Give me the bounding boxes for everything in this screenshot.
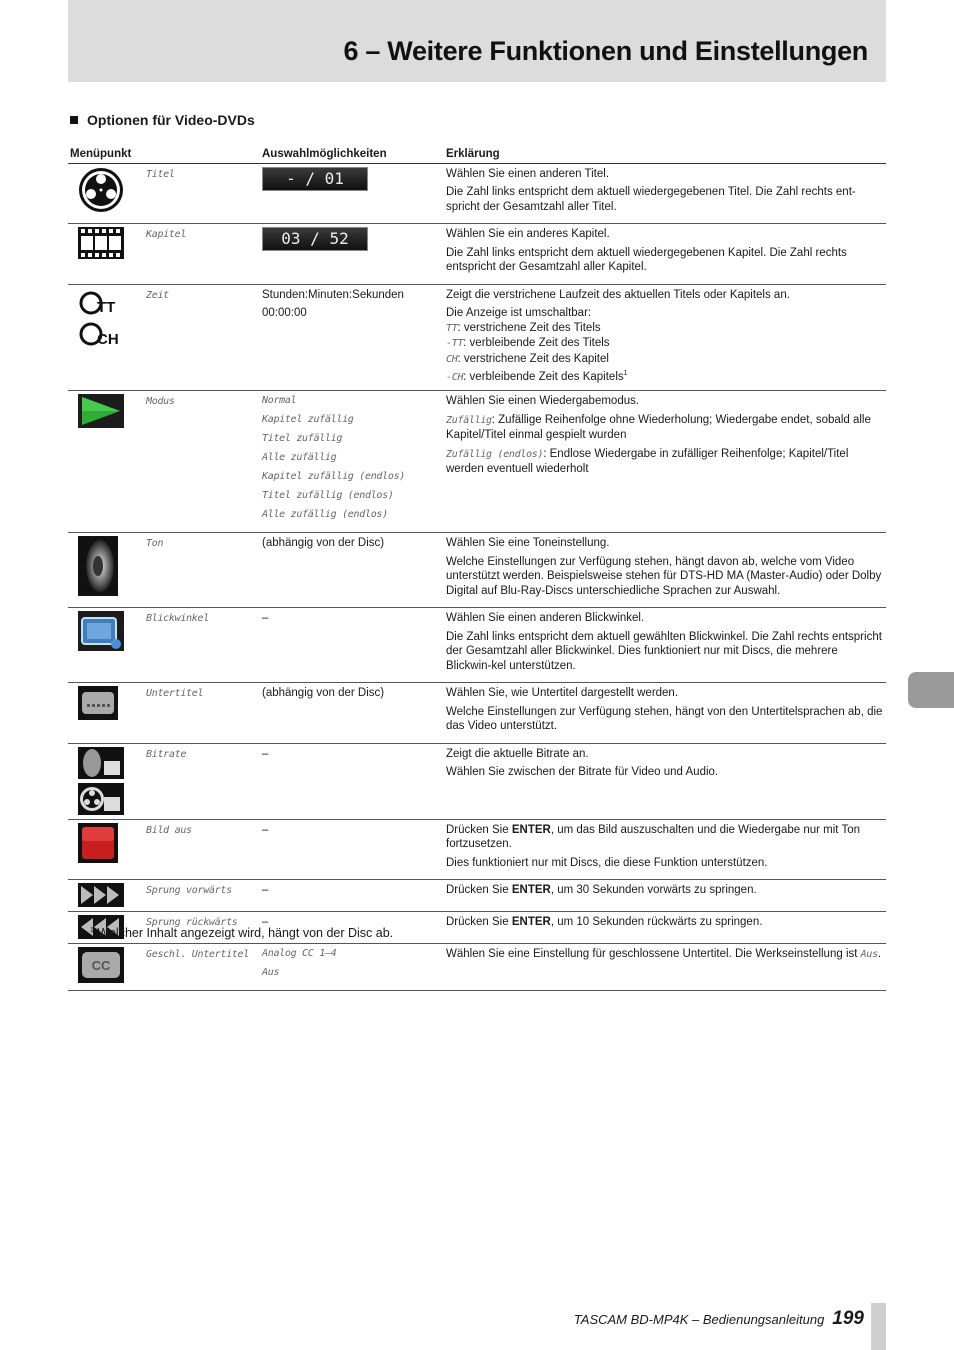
footer-text: TASCAM BD-MP4K – Bedienungsanleitung [573, 1312, 825, 1327]
page-footer [574, 1308, 864, 1330]
option-cell [260, 284, 444, 391]
col-header-menu: Menüpunkt [68, 146, 260, 163]
explanation-text: Die Zahl links entspricht dem aktuell wiedergegebenen Titel. Die Zahl rechts ent-spricht der Gesamtzahl aller Titel. [446, 186, 856, 213]
explanation-cell [444, 224, 886, 285]
explanation-cell [444, 608, 886, 683]
option-text: Kapitel zufällig (endlos) [262, 471, 406, 483]
table-header-row [68, 146, 886, 163]
time-mode-line: CH: verstrichene Zeit des Kapitel [446, 352, 609, 365]
option-cell: – [260, 880, 444, 912]
time-mode-line: TT: verstrichene Zeit des Titels [446, 321, 601, 334]
table-row [68, 224, 886, 285]
footnote-number: 1 [90, 926, 94, 934]
film-strip-icon [68, 224, 144, 285]
table-row [68, 819, 886, 880]
explanation-text: Die Anzeige ist umschaltbar: [446, 307, 592, 319]
explanation-cell [444, 743, 886, 819]
explanation-text: Wählen Sie einen Wiedergabemodus. [446, 395, 640, 408]
explanation-text: Wählen Sie einen anderen Blickwinkel. [446, 612, 645, 625]
option-cell [260, 163, 444, 224]
menu-label: Untertitel [144, 683, 260, 744]
footer-bar [871, 1303, 886, 1350]
page-header [68, 0, 886, 82]
option-text: Alle zufällig (endlos) [262, 509, 388, 521]
explanation-text: Wählen Sie zwischen der Bitrate für Video und Audio. [446, 766, 719, 779]
menu-label: Titel [144, 163, 260, 224]
clock-icon [68, 284, 144, 391]
table-row [68, 533, 886, 608]
menu-label: Ton [144, 533, 260, 608]
explanation-text: Drücken Sie ENTER, um 30 Sekunden vorwärts zu springen. [446, 884, 757, 897]
col-header-explanation: Erklärung [444, 146, 886, 163]
menu-label: Blickwinkel [144, 608, 260, 683]
option-cell: (abhängig von der Disc) [260, 683, 444, 744]
menu-label: Geschl. Untertitel [144, 944, 260, 991]
options-table [68, 146, 886, 991]
page-title: 6 – Weitere Funktionen und Einstellungen [343, 36, 868, 66]
stop-icon [68, 819, 144, 880]
option-text: Titel zufällig (endlos) [262, 490, 394, 502]
chapter-display: 03 / 52 [262, 227, 368, 251]
title-display: - / 01 [262, 167, 368, 191]
table-row [68, 163, 886, 224]
option-text: Stunden:Minuten:Sekunden [262, 288, 404, 301]
explanation-text: Zufällig: Zufällige Reihenfolge ohne Wiederholung; Wiedergabe endet, sobald alle Kapitel/Titel einmal gespielt wurden [446, 413, 871, 442]
explanation-cell [444, 944, 886, 991]
svg-text:TT: TT [97, 298, 116, 316]
option-cell [260, 944, 444, 991]
menu-label: Sprung rückwärts [144, 912, 260, 944]
menu-label: Modus [144, 391, 260, 533]
explanation-text: Die Zahl links entspricht dem aktuell gewählten Blickwinkel. Die Zahl rechts entspricht der Gesamtzahl aller Blickwinkel. Dies funktioniert nur mit Discs, die mehrere Blickwin-kel unterstützen. [446, 630, 882, 672]
svg-text:CC: CC [91, 958, 111, 974]
film-reel-icon [68, 163, 144, 224]
explanation-cell [444, 163, 886, 224]
camera-angle-icon [68, 608, 144, 683]
option-cell [260, 391, 444, 533]
explanation-cell [444, 912, 886, 944]
page-number: 199 [832, 1308, 864, 1329]
table-row [68, 391, 886, 533]
option-text: Normal [262, 395, 297, 407]
footnote-mark: 1 [623, 370, 628, 377]
option-cell: – [260, 819, 444, 880]
option-cell: – [260, 912, 444, 944]
footnote-text: Welcher Inhalt angezeigt wird, hängt von der Disc ab. [97, 926, 394, 940]
svg-text:CH: CH [97, 330, 119, 348]
option-text: 00:00:00 [262, 307, 307, 319]
chapter-tab [908, 672, 954, 708]
explanation-cell [444, 880, 886, 912]
explanation-text: Drücken Sie ENTER, um 10 Sekunden rückwärts zu springen. [446, 916, 763, 929]
explanation-text: Die Zahl links entspricht dem aktuell wiedergegebenen Kapitel. Die Zahl rechts entspricht der Gesamtzahl aller Kapitel. [446, 246, 847, 273]
explanation-cell [444, 284, 886, 391]
explanation-text: Wählen Sie, wie Untertitel dargestellt werden. [446, 687, 679, 700]
explanation-cell [444, 683, 886, 744]
explanation-cell [444, 819, 886, 880]
explanation-text: Dies funktioniert nur mit Discs, die diese Funktion unterstützen. [446, 856, 768, 869]
option-cell [260, 224, 444, 285]
explanation-text: Welche Einstellungen zur Verfügung stehen, hängt von den Untertitelsprachen ab, die das Video unterstützt. [446, 705, 883, 733]
explanation-cell [444, 391, 886, 533]
table-row [68, 944, 886, 991]
option-cell: – [260, 608, 444, 683]
menu-label: Bitrate [144, 743, 260, 819]
table-row [68, 683, 886, 744]
table-row [68, 743, 886, 819]
subtitle-icon [68, 683, 144, 744]
table-row [68, 880, 886, 912]
table-row [68, 284, 886, 391]
option-cell: (abhängig von der Disc) [260, 533, 444, 608]
explanation-text: Wählen Sie eine Einstellung für geschlossene Untertitel. Die Werkseinstellung ist Aus. [446, 948, 882, 961]
explanation-text: Zufällig (endlos): Endlose Wiedergabe in zufälliger Reihenfolge; Kapitel/Titel werden eventuell wiederholt [446, 447, 849, 476]
explanation-text: Wählen Sie eine Toneinstellung. [446, 537, 610, 550]
explanation-text: Welche Einstellungen zur Verfügung stehen, hängt davon ab, welche vom Video unterstützt werden. Beispielsweise stehen für DTS-HD MA (Master-Audio) oder Dolby Digital auf Blu-Ray-Discs unterschiedliche Sprachen zur Auswahl. [446, 555, 882, 597]
time-mode-line: -CH: verbleibende Zeit des Kapitels$^1$ [446, 370, 628, 383]
option-text: Analog CC 1–4 [262, 948, 337, 960]
explanation-text: Zeigt die verstrichene Laufzeit des aktuellen Titels oder Kapitels an. [446, 288, 790, 301]
menu-label: Sprung vorwärts [144, 880, 260, 912]
menu-label: Zeit [144, 284, 260, 391]
skip-forward-icon [68, 880, 144, 912]
option-cell: – [260, 743, 444, 819]
bitrate-icon [68, 743, 144, 819]
option-text: Alle zufällig [262, 452, 337, 464]
time-mode-line: -TT: verbleibende Zeit des Titels [446, 337, 610, 349]
option-text: Aus [262, 967, 280, 979]
menu-label: Kapitel [144, 224, 260, 285]
cc-icon [68, 944, 144, 991]
table-row [68, 608, 886, 683]
explanation-text: Drücken Sie ENTER, um das Bild auszuschalten und die Wiedergabe nur mit Ton fortzusetzen. [446, 823, 861, 851]
explanation-cell [444, 533, 886, 608]
footnote [90, 926, 393, 940]
explanation-text: Wählen Sie ein anderes Kapitel. [446, 228, 610, 240]
section-title [70, 112, 255, 128]
section-title-text: Optionen für Video-DVDs [87, 112, 255, 128]
menu-label: Bild aus [144, 819, 260, 880]
play-icon [68, 391, 144, 533]
option-text: Kapitel zufällig [262, 414, 354, 426]
explanation-text: Wählen Sie einen anderen Titel. [446, 167, 610, 180]
col-header-options: Auswahlmöglichkeiten [260, 146, 444, 163]
speaker-icon [68, 533, 144, 608]
explanation-text: Zeigt die aktuelle Bitrate an. [446, 747, 589, 760]
square-bullet-icon [70, 116, 78, 124]
option-text: Titel zufällig [262, 433, 343, 445]
